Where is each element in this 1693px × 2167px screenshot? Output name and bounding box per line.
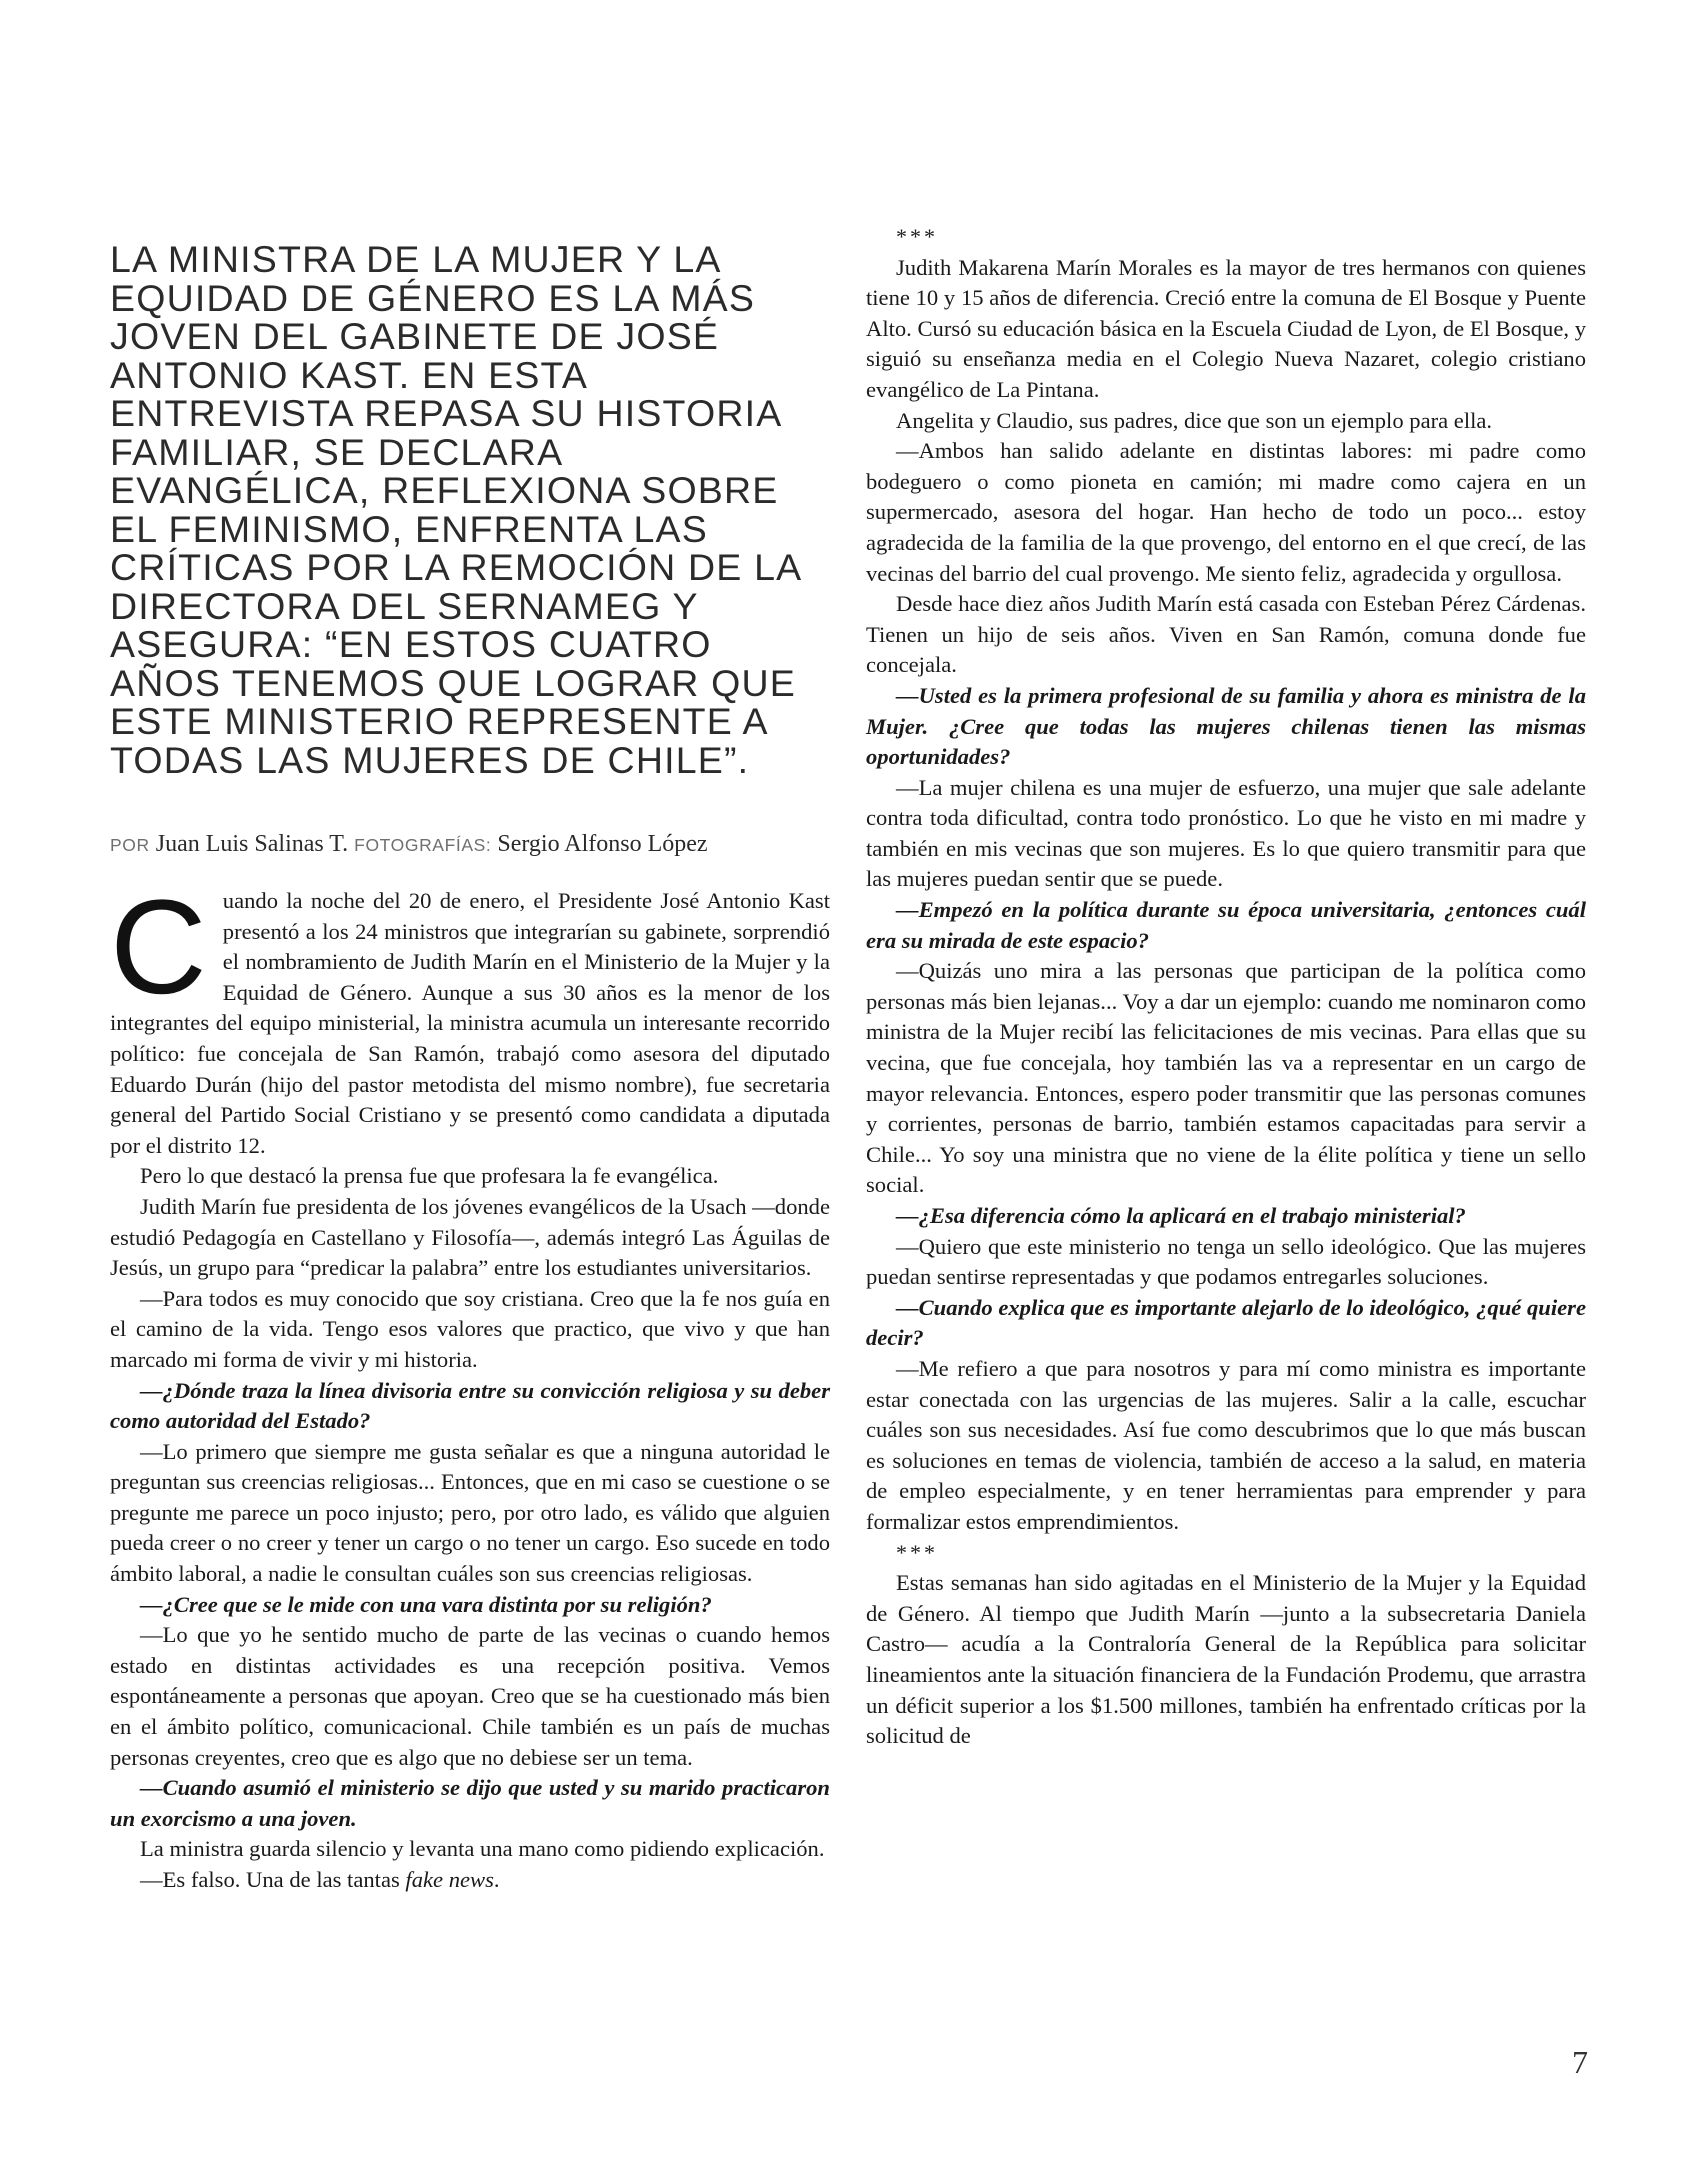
- interview-question: —Cuando asumió el ministerio se dijo que usted y su marido practicaron un exorcismo a una joven.: [110, 1775, 830, 1831]
- paragraph: —Ambos han salido adelante en distintas labores: mi padre como bodeguero o como pioneta en camión; mi madre como cajera en un supermercado, asesora del hogar. Han hecho de todo un poco... estoy agradecida de la familia de la que provengo, del entorno en el que crecí, de las vecinas del barrio del cual provengo. Me siento feliz, agradecida y orgullosa.: [866, 438, 1586, 586]
- left-body: [110, 873, 830, 1896]
- interview-question: —¿Dónde traza la línea divisoria entre su convicción religiosa y su deber como autoridad del Estado?: [110, 1377, 830, 1434]
- paragraph: Desde hace diez años Judith Marín está casada con Esteban Pérez Cárdenas. Tienen un hijo de seis años. Viven en San Ramón, comuna donde fue concejala.: [866, 591, 1586, 678]
- paragraph: La ministra guarda silencio y levanta una mano como pidiendo explicación.: [140, 1836, 825, 1862]
- paragraph: Judith Marín fue presidenta de los jóvenes evangélicos de la Usach —donde estudió Pedagogía en Castellano y Filosofía—, además integró Las Águilas de Jesús, un grupo para “predicar la palabra” entre los estudiantes universitarios.: [110, 1193, 830, 1281]
- byline-por-label: POR: [110, 835, 150, 855]
- article-deck: LA MINISTRA DE LA MUJER Y LA EQUIDAD DE GÉNERO ES LA MÁS JOVEN DEL GABINETE DE JOSÉ ANTONIO KAST. EN ESTA ENTREVISTA REPASA SU HISTORIA FAMILIAR, SE DECLARA EVANGÉLICA, REFLEXIONA SOBRE EL FEMINISMO, ENFRENTA LAS CRÍTICAS POR LA REMOCIÓN DE LA DIRECTORA DEL SERNAMEG Y ASEGURA: “EN ESTOS CUATRO AÑOS TENEMOS QUE LOGRAR QUE ESTE MINISTERIO REPRESENTE A TODAS LAS MUJERES DE CHILE”.: [110, 238, 801, 781]
- page-number: 7: [1572, 2044, 1588, 2080]
- interview-question: —Cuando explica que es importante alejarlo de lo ideológico, ¿qué quiere decir?: [866, 1294, 1586, 1351]
- paragraph: Angelita y Claudio, sus padres, dice que son un ejemplo para ella.: [896, 407, 1493, 433]
- interview-question: —¿Cree que se le mide con una vara distinta por su religión?: [140, 1591, 712, 1617]
- answer-end: .: [493, 1867, 500, 1892]
- paragraph: [110, 1865, 830, 1896]
- byline: [110, 831, 830, 858]
- paragraph: —Lo primero que siempre me gusta señalar es que a ninguna autoridad le preguntan sus creencias religiosas... Entonces, que en mi caso se cuestione o se pregunte me parece un poco injusto; pero, por otro lado, es válido que alguien pueda creer o no creer y tener un cargo o no tener un cargo. Eso sucede en todo ámbito laboral, a nadie le consultan cuáles son sus creencias religiosas.: [110, 1438, 830, 1587]
- paragraph: —Lo que yo he sentido mucho de parte de las vecinas o cuando hemos estado en distintas actividades es una recepción positiva. Vemos espontáneamente a personas que apoyan. Creo que se ha cuestionado más bien en el ámbito político, comunicacional. Chile también es un país de muchas personas creyentes, creo que es algo que no debiese ser un tema.: [110, 1622, 830, 1770]
- section-separator: ***: [896, 1539, 938, 1565]
- paragraph: —Para todos es muy conocido que soy cristiana. Creo que la fe nos guía en el camino de la vida. Tengo esos valores que practico, que vivo y que han marcado mi forma de vivir y mi historia.: [110, 1285, 830, 1372]
- interview-question: —Usted es la primera profesional de su familia y ahora es ministra de la Mujer. ¿Cree que todas las mujeres chilenas tienen las mismas oportunidades?: [866, 682, 1586, 770]
- interview-question: —¿Esa diferencia cómo la aplicará en el trabajo ministerial?: [896, 1203, 1466, 1228]
- interview-question: —Empezó en la política durante su época universitaria, ¿entonces cuál era su mirada de este espacio?: [866, 897, 1586, 953]
- paragraph: —Quizás uno mira a las personas que participan de la política como personas más bien lejanas... Voy a dar un ejemplo: cuando me nominaron como ministra de la Mujer recibí las felicitaciones de mis vecinas. Para ellas que su vecina, que fue concejala, hoy también las va a representar en un cargo de mayor relevancia. Entonces, espero poder transmitir que las personas comunes y corrientes, personas de barrio, también estamos capacitadas para servir a Chile... Yo soy una ministra que no viene de la élite política y tiene un sello social.: [866, 958, 1586, 1198]
- left-column: [110, 240, 830, 1896]
- drop-cap: C: [110, 873, 207, 1022]
- paragraph: Pero lo que destacó la prensa fue que profesara la fe evangélica.: [140, 1163, 719, 1189]
- paragraph: Estas semanas han sido agitadas en el Ministerio de la Mujer y la Equidad de Género. Al tiempo que Judith Marín —junto a la subsecretaria Daniela Castro— acudía a la Contraloría General de la República para solicitar lineamientos ante la situación financiera de la Fundación Prodemu, que arrastra un déficit superior a los $1.500 millones, también ha enfrentado críticas por la solicitud de: [866, 1570, 1586, 1749]
- paragraph: —Me refiero a que para nosotros y para mí como ministra es importante estar conectada con las urgencias de las mujeres. Salir a la calle, escuchar cuáles son sus necesidades. Así fue como descubrimos que lo que más buscan es soluciones en temas de violencia, también de acceso a la salud, en materia de empleo especialmente, y en tener herramientas para emprender y para formalizar estos emprendimientos.: [866, 1355, 1586, 1534]
- right-body: [866, 222, 1586, 1752]
- paragraph: —La mujer chilena es una mujer de esfuerzo, una mujer que sale adelante contra toda dificultad, contra todo pronóstico. Lo que he visto en mi madre y también en mis vecinas que son mujeres. Es lo que quiero transmitir para que las mujeres puedan sentir que se puede.: [866, 774, 1586, 892]
- fake-news-italic: fake news: [405, 1867, 494, 1892]
- lead-paragraph: [110, 873, 830, 1161]
- lead-text: uando la noche del 20 de enero, el Presidente José Antonio Kast presentó a los 24 ministros que integrarían su gabinete, sorprendió el nombramiento de Judith Marín en el Ministerio de la Mujer y la Equidad de Género. Aunque a sus 30 años es la menor de los integrantes del equipo ministerial, la ministra acumula un interesante recorrido político: fue concejala de San Ramón, trabajó como asesora del diputado Eduardo Durán (hijo del pastor metodista del mismo nombre), fue secretaria general del Partido Social Cristiano y se presentó como candidata a diputada por el distrito 12.: [110, 888, 830, 1158]
- right-column: [866, 222, 1586, 1752]
- section-separator: ***: [896, 224, 938, 249]
- paragraph: Judith Makarena Marín Morales es la mayor de tres hermanos con quienes tiene 10 y 15 años de diferencia. Creció entre la comuna de El Bosque y Puente Alto. Cursó su educación básica en la Escuela Ciudad de Lyon, de El Bosque, y siguió su enseñanza media en el Colegio Nueva Nazaret, colegio cristiano evangélico de La Pintana.: [866, 254, 1586, 402]
- paragraph: —Quiero que este ministerio no tenga un sello ideológico. Que las mujeres puedan sentirse representadas y que podamos entregarles soluciones.: [866, 1233, 1586, 1290]
- byline-photographer: Sergio Alfonso López: [497, 831, 708, 857]
- answer-text: —Es falso. Una de las tantas: [140, 1867, 406, 1892]
- byline-photo-label: FOTOGRAFÍAS:: [354, 835, 492, 855]
- byline-author: Juan Luis Salinas T.: [155, 831, 349, 857]
